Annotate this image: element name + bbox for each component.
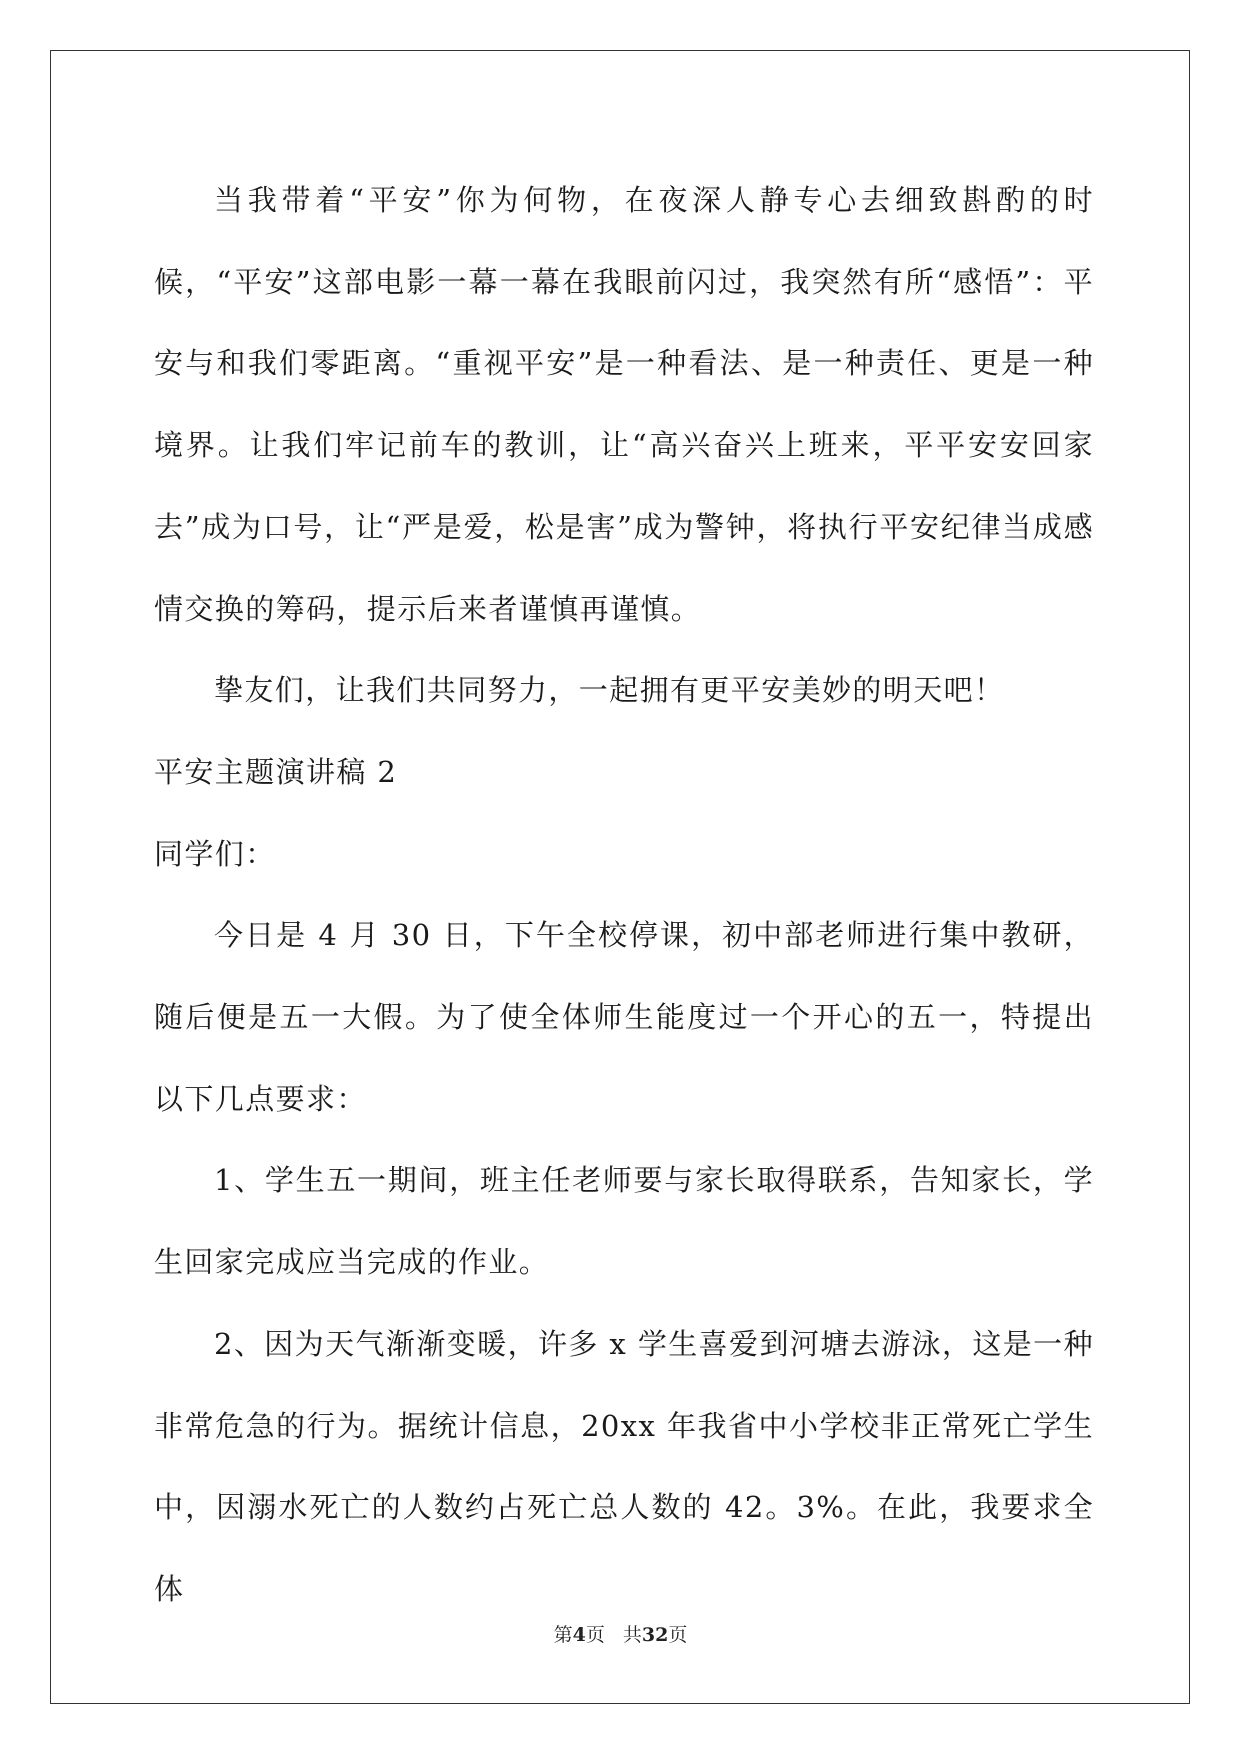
footer-total-pages: 32: [641, 1624, 669, 1646]
paragraph: 1、学生五一期间，班主任老师要与家长取得联系，告知家长，学生回家完成应当完成的作业。: [154, 1163, 1094, 1280]
footer-page-number: 4: [572, 1624, 586, 1646]
section-heading: 平安主题演讲稿 2: [154, 754, 398, 789]
paragraph: 2、因为天气渐渐变暖，许多 x 学生喜爱到河塘去游泳，这是一种非常危急的行为。据统计信息，20xx 年我省中小学校非正常死亡学生中，因溺水死亡的人数约占死亡总人数的 42。3%。在此，我要求全体: [154, 1326, 1094, 1606]
paragraph: 挚友们，让我们共同努力，一起拥有更平安美妙的明天吧！: [214, 673, 1005, 708]
paragraph: 当我带着“平安”你为何物，在夜深人静专心去细致斟酌的时候，“平安”这部电影一幕一幕在我眼前闪过，我突然有所“感悟”：平安与和我们零距离。“重视平安”是一种看法、是一种责任、更是一种境界。让我们牢记前车的教训，让“高兴奋兴上班来，平平安安回家去”成为口号，让“严是爱，松是害”成为警钟，将执行平安纪律当成感情交换的筹码，提示后来者谨慎再谨慎。: [154, 183, 1094, 626]
footer-page-suffix: 页: [585, 1624, 605, 1646]
page-footer: [0, 1620, 1241, 1647]
footer-prefix: 第: [553, 1624, 573, 1646]
paragraph: 今日是 4 月 30 日，下午全校停课，初中部老师进行集中教研，随后便是五一大假。为了使全体师生能度过一个开心的五一，特提出以下几点要求：: [154, 918, 1094, 1116]
salutation: 同学们：: [154, 836, 276, 871]
footer-total-prefix: 共: [622, 1624, 642, 1646]
footer-total-suffix: 页: [668, 1624, 688, 1646]
document-body: [154, 160, 1094, 1631]
